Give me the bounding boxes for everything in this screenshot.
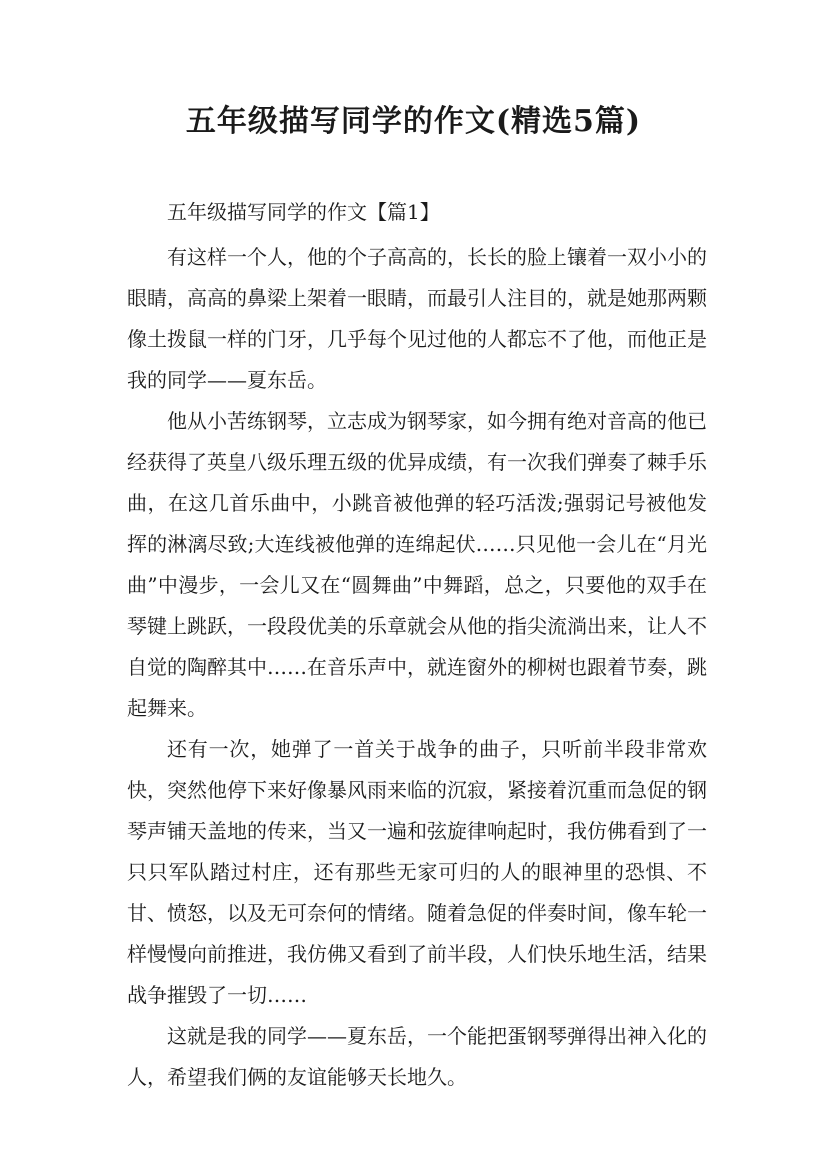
section-heading: 五年级描写同学的作文【篇1】 xyxy=(167,200,440,224)
document-body xyxy=(127,192,707,1098)
paragraph-2: 他从小苦练钢琴，立志成为钢琴家，如今拥有绝对音高的他已经获得了英皇八级乐理五级的优异成绩，有一次我们弹奏了棘手乐曲，在这几首乐曲中，小跳音被他弹的轻巧活泼;强弱记号被他发挥的淋漓尽致;大连线被他弹的连绵起伏……只见他一会儿在“月光曲”中漫步，一会儿又在“圆舞曲”中舞蹈，总之，只要他的双手在琴键上跳跃，一段段优美的乐章就会从他的指尖流淌出来，让人不自觉的陶醉其中……在音乐声中，就连窗外的柳树也跟着节奏，跳起舞来。 xyxy=(127,409,707,720)
paragraph-4: 这就是我的同学——夏东岳，一个能把蛋钢琴弹得出神入化的人，希望我们俩的友谊能够天长地久。 xyxy=(127,1024,707,1089)
document-title: 五年级描写同学的作文(精选5篇) xyxy=(185,104,642,139)
paragraph-3: 还有一次，她弹了一首关于战争的曲子，只听前半段非常欢快，突然他停下来好像暴风雨来临的沉寂，紧接着沉重而急促的钢琴声铺天盖地的传来，当又一遍和弦旋律响起时，我仿佛看到了一只只军队踏过村庄，还有那些无家可归的人的眼神里的恐惧、不甘、愤怒，以及无可奈何的情绪。随着急促的伴奏时间，像车轮一样慢慢向前推进，我仿佛又看到了前半段，人们快乐地生活，结果战争摧毁了一切…… xyxy=(127,737,707,1007)
paragraph-1: 有这样一个人，他的个子高高的，长长的脸上镶着一双小小的眼睛，高高的鼻梁上架着一眼睛，而最引人注目的，就是她那两颗像土拨鼠一样的门牙，几乎每个见过他的人都忘不了他，而他正是我的同学——夏东岳。 xyxy=(127,245,707,392)
